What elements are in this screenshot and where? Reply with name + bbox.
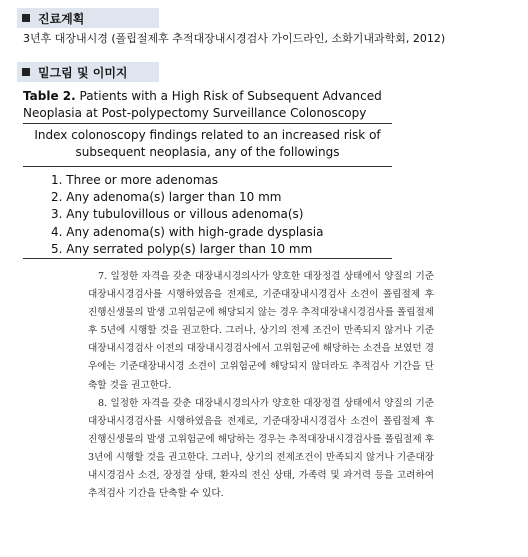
list-item: 1. Three or more adenomas xyxy=(51,173,219,187)
table-label: Table 2. xyxy=(23,89,76,103)
table-header-rule xyxy=(23,166,392,167)
section-header-plan xyxy=(17,8,159,28)
list-item: 2. Any adenoma(s) larger than 10 mm xyxy=(51,190,282,205)
section-title: 진료계획 xyxy=(38,11,85,26)
table-caption xyxy=(23,88,393,122)
square-bullet-icon xyxy=(22,68,30,76)
table-title: Patients with a High Risk of Subsequent Advanced Neoplasia at Post-polypectomy Surveillance Colonoscopy xyxy=(23,89,382,120)
plan-text: 3년후 대장내시경 (폴립절제후 추적대장내시경검사 가이드라인, 소화기내과학회, 2012) xyxy=(23,32,446,45)
section-header-images xyxy=(17,62,159,82)
table-bottom-rule xyxy=(23,258,392,259)
paragraph-8: 8. 일정한 자격을 갖춘 대장내시경의사가 양호한 대장정결 상태에서 양질의 기준대장내시경검사를 시행하였음을 전제로, 기준대장내시경검사 소견이 폴립절제 후 진행신생물의 발생 고위험군에 해당하는 경우는 추적대장내시경검사를 폴립절제 후 3년에 시행할 것을 권고한다. 그러나, 상기의 전제조건이 만족되지 않거나 기준대장내시경검사 소견, 장정결 상태, 환자의 전신 상태, 가족력 및 과거력 등을 고려하여 추적검사 기간을 단축할 수 있다. xyxy=(88,397,434,500)
list-item: 4. Any adenoma(s) with high-grade dysplasia xyxy=(51,224,324,239)
section-title: 밑그림 및 이미지 xyxy=(38,65,128,80)
paragraph-7: 7. 일정한 자격을 갖춘 대장내시경의사가 양호한 대장정결 상태에서 양질의 기준대장내시경검사를 시행하였음을 전제로, 기준대장내시경검사 소견이 폴립절제 후 진행신생물의 발생 고위험군에 해당되지 않는 경우 추적대장내시경검사를 폴립절제 후 5년에 시행할 것을 권고한다. 그러나, 상기의 전제 조건이 만족되지 않거나 기준대장내시경검사 이전의 대장내시경검사에서 고위험군에 해당하는 소견을 보였던 경우에는 기준대장내시경 소견이 고위험군에 해당되지 않더라도 추적검사 기간을 단축할 것을 권고한다. xyxy=(88,271,434,391)
table-items xyxy=(51,172,323,258)
list-item: 5. Any serrated polyp(s) larger than 10 mm xyxy=(51,241,313,256)
guideline-text xyxy=(88,268,434,503)
table-top-rule xyxy=(23,123,392,124)
table-header: Index colonoscopy findings related to an increased risk of subsequent neoplasia, any of the followings xyxy=(34,128,381,159)
list-item: 3. Any tubulovillous or villous adenoma(s) xyxy=(51,207,304,222)
square-bullet-icon xyxy=(22,14,30,22)
